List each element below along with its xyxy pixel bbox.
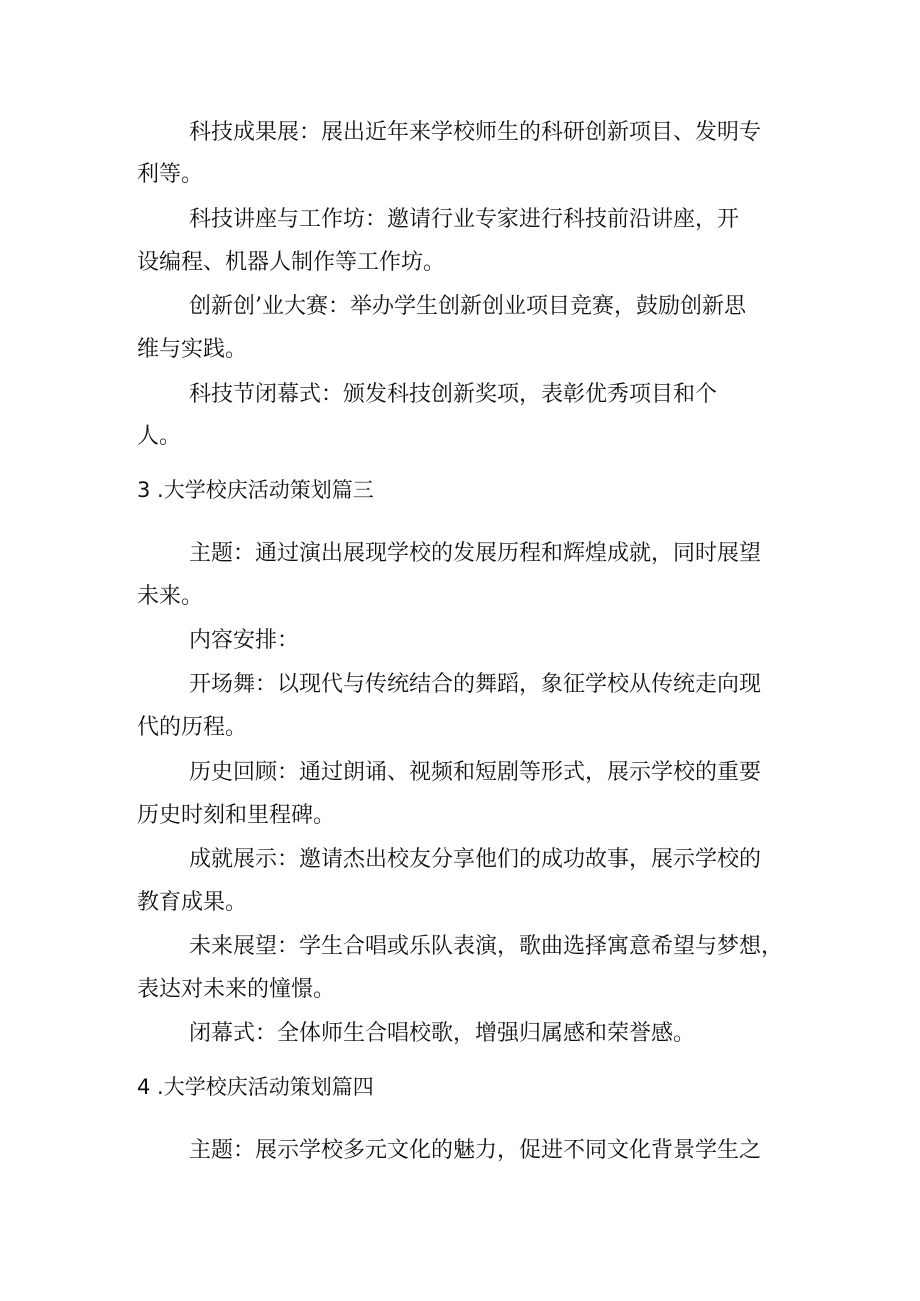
paragraph-line: 主题：通过演出展现学校的发展历程和辉煌成就，同时展望 (189, 541, 762, 566)
paragraph-line: 科技讲座与工作坊：邀请行业专家进行科技前沿讲座，开 (189, 207, 740, 232)
paragraph-line: 科技节闭幕式：颁发科技创新奖项，表彰优秀项目和个 (189, 382, 718, 407)
paragraph-line: 闭幕式：全体师生合唱校歌，增强归属感和荣誉感。 (189, 1021, 696, 1046)
paragraph-line: 教育成果。 (137, 890, 248, 915)
paragraph-line: 创新创’业大赛：举办学生创新创业项目竞赛，鼓励创新思 (189, 294, 746, 319)
paragraph-line: 利等。 (137, 162, 204, 187)
paragraph-line: 历史时刻和里程碑。 (137, 803, 336, 828)
paragraph-line: 科技成果展：展出近年来学校师生的科研创新项目、发明专 (189, 120, 762, 145)
paragraph-line: 代的历程。 (137, 715, 248, 740)
paragraph-line: 设编程、机器人制作等工作坊。 (137, 250, 446, 275)
paragraph-line: 历史回顾：通过朗诵、视频和短剧等形式，展示学校的重要 (189, 760, 762, 785)
paragraph-line: 未来。 (137, 584, 204, 609)
paragraph-line: 未来展望：学生合唱或乐队表演，歌曲选择寓意希望与梦想， (189, 934, 784, 959)
section-heading-4: 4 .大学校庆活动策划篇四 (137, 1075, 374, 1099)
paragraph-line: 维与实践。 (137, 337, 248, 362)
paragraph-line: 开场舞：以现代与传统结合的舞蹈，象征学校从传统走向现 (189, 672, 762, 697)
paragraph-line: 人。 (137, 424, 182, 449)
content-label: 内容安排： (189, 628, 300, 653)
paragraph-line: 表达对未来的憧憬。 (137, 977, 336, 1002)
paragraph-line: 成就展示：邀请杰出校友分享他们的成功故事，展示学校的 (189, 847, 762, 872)
section-heading-3: 3 .大学校庆活动策划篇三 (137, 478, 374, 502)
paragraph-line: 主题：展示学校多元文化的魅力，促进不同文化背景学生之 (189, 1138, 762, 1163)
